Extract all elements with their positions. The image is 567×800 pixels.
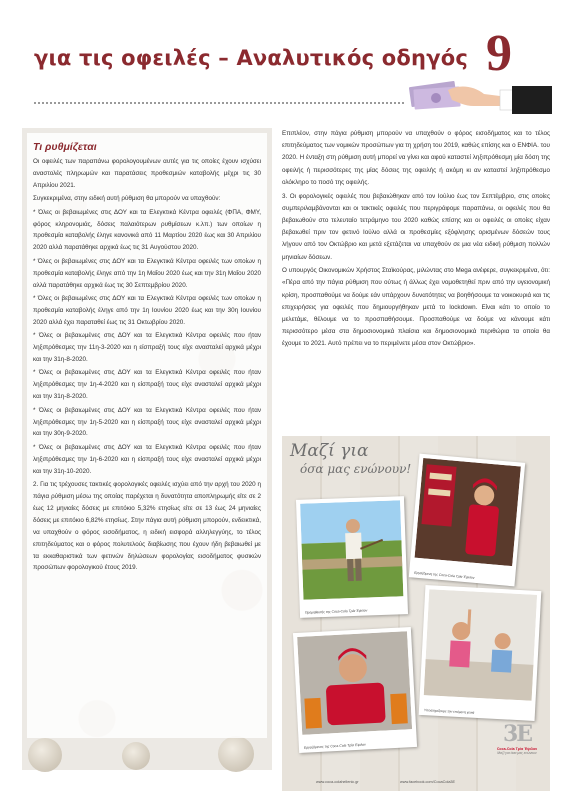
paragraph: * Όλες οι βεβαιωμένες στις ΔΟΥ και τα Ελεγκτικά Κέντρα οφειλές των οποίων η προθεσμία καταβολής έληγε από την 1η Μαΐου 2020 έως και την 31η Μαΐου 2020 αλλά παρατάθηκε αρχικά έως τις 30 Σεπτεμβρίου 2020. [33,257,261,289]
regulation-panel [27,133,267,738]
photo-caption: Εργαζόμενη της Coca-Cola Τρία Έψιλον [414,570,475,580]
photo-caption: Υποστηρίζουμε την επόμενη γενιά [423,707,475,715]
coin-decoration [218,736,254,772]
money-hand-icon [404,76,552,114]
paragraph: * Όλες οι βεβαιωμένες στις ΔΟΥ και τα Ελεγκτικά Κέντρα οφειλές που ήταν ληξιπρόθεσμες την 1η-4-2020 και η είσπραξή τους είχε ανασταλεί αρχικά μέχρι και την 31η-8-2020. [33,369,261,401]
paragraph: Οι οφειλές των παραπάνω φορολογουμένων αυτές για τις οποίες έχουν ισχύσει αναστολές πληρωμών και παρατάσεις προθεσμιών καταβολής μέχρι τις 30 Απριλίου 2021. [33,158,261,189]
coca-cola-3e-logo [492,722,542,768]
photo-employee-man [293,627,417,753]
paragraph: * Όλες οι βεβαιωμένες στις ΔΟΥ και τα Ελεγκτικά Κέντρα οφειλές που ήταν ληξιπρόθεσμες την 1η-5-2020 και η είσπραξή τους είχε ανασταλεί αρχικά μέχρι και την 30η-9-2020. [33,406,261,438]
paragraph: * Όλες οι βεβαιωμένες στις ΔΟΥ και τα Ελεγκτικά Κέντρα οφειλές που ήταν ληξιπρόθεσμες την 1η-6-2020 και η είσπραξή τους είχε ανασταλεί αρχικά μέχρι και την 31η-10-2020. [33,443,261,475]
facebook-link[interactable]: www.facebook.com/CocaCola3E [400,780,456,784]
coin-decoration [28,738,62,772]
paragraph: * Όλες οι βεβαιωμένες στις ΔΟΥ και τα Ελεγκτικά Κέντρα οφειλές (ΦΠΑ, ΦΜΥ, φόρος κληρονομιάς, δόσεις παλαιότερων ρυθμίσεων κ.λπ.) των οποίων η προθεσμία καταβολής έληγε κανονικά από 11 Μαρτίου 2020 έως και 30 Απριλίου 2020 αλλά παρατάθηκε αρχικά έως τις 31 Αυγούστου 2020. [33,208,261,252]
paragraph: Ο υπουργός Οικονομικών Χρήστος Σταϊκούρας, μιλώντας στο Mega ανέφερε, συγκεκριμένα, ότι: «Πέρα από την πάγια ρύθμιση που ούτως ή άλλως έχει νομοθετηθεί πριν από την υγειονομική κρίση, προσπαθούμε να δούμε εάν υπάρχουν δυνατότητες να βοηθήσουμε τα νοικοκυριά και τις επιχειρήσεις για οφειλές που δημιουργήθηκαν μετά το lockdown. Είναι κάτι το οποίο το μελετάμε, θέλουμε να το προσπαθήσουμε. Προσπαθούμε να δούμε να κάνουμε κάτι περισσότερο μέσα στα δημοσιονομικά πλαίσια και δημοσιονομικά περιθώρια τα οποία θα έχουμε το 2021. Αυτό πρέπει να το περιμένετε μέσα στον Οκτώβριο». [282,267,550,348]
coin-decoration [122,742,150,770]
paragraph: Επιπλέον, στην πάγια ρύθμιση μπορούν να υπαχθούν ο φόρος εισοδήματος και το τέλος επιτηδεύματος των νομικών προσώπων για τη χρήση του 2019, καθώς επίσης και ο ΕΝΦΙΑ. του 2020. Η ένταξη στη ρύθμιση αυτή μπορεί να γίνει και αφού καταστεί ληξιπρόθεσμη μία δόση της οφειλής ή περισσότερες της μίας δόσεις της οφειλής ή ακόμη κι αν καταστεί ληξιπρόθεσμο ολόκληρο το ποσό της οφειλής. [282,130,550,186]
page-number: 9 [486,25,512,82]
right-column [282,128,550,428]
section-heading: Τι ρυθμίζεται [33,141,97,153]
photo-students [419,585,542,721]
page-title: για τις οφειλές – Αναλυτικός οδηγός [34,46,468,70]
paragraph: * Όλες οι βεβαιωμένες στις ΔΟΥ και τα Ελεγκτικά Κέντρα οφειλές των οποίων η προθεσμία καταβολής έληγε από την 1η Ιουνίου 2020 έως και την 30η Ιουνίου 2020 αλλά έχει παραταθεί έως τις 31 Οκτωβρίου 2020. [33,294,261,326]
farmer-photo [300,500,403,599]
photo-employee-woman [409,454,525,587]
students-photo [424,589,537,701]
ad-tagline-line2: όσα μας ενώνουν! [300,462,412,476]
paragraph: Συγκεκριμένα, στην ειδική αυτή ρύθμιση θα μπορούν να υπαχθούν: [33,195,221,203]
photo-caption: Προμηθευτής της Coca-Cola Τρία Έψιλον [304,608,368,615]
ad-tagline-line1: Μαζί για [290,441,369,461]
logo-mark: 3E [502,721,532,747]
left-column [22,128,272,770]
page-header [0,0,567,112]
website-link[interactable]: www.coca-colahellenic.gr [316,780,359,784]
logo-slogan: Μαζί για όσα μας ενώνουν [497,751,537,755]
dotted-divider [34,102,404,104]
logo-name: Coca-Cola Τρία Έψιλον [496,747,538,751]
coca-cola-advertisement [282,436,550,791]
paragraph: * Όλες οι βεβαιωμένες στις ΔΟΥ και τα Ελεγκτικά Κέντρα οφειλές που ήταν ληξιπρόθεσμες την 11η-3-2020 και η είσπραξή τους είχε ανασταλεί αρχικά μέχρι και την 31η-8-2020. [33,332,261,363]
employee-woman-photo [415,458,521,566]
photo-farmer [296,496,408,618]
paragraph: 2. Για τις τρέχουσες τακτικές φορολογικές οφειλές ισχύει από την αρχή του 2020 η πάγια ρύθμιση μέσω της οποίας παρέχεται η δυνατότητα αποπληρωμής είτε σε 2 έως 12 μηνιαίες δόσεις με επιτόκιο 5,32% ετησίως είτε σε 13 έως 24 μηνιαίες δόσεις με επιτόκιο 6,82% ετησίως. Στην πάγια αυτή ρύθμιση μπορούν, ενδεικτικά, να υπαχθούν ο φόρος εισοδήματος, η ειδική εισφορά αλληλεγγύης, το τέλος επιτηδεύματος και ο φόρος πολυτελούς διαβίωσης που έχουν ήδη βεβαιωθεί με τα εκκαθαριστικά των φετινών δηλώσεων φορολογίας εισοδήματος φυσικών προσώπων φορολογικού έτους 2019. [33,481,261,572]
ad-tagline [290,442,430,478]
paragraph: 3. Οι φορολογικές οφειλές που βεβαιώθηκαν από τον Ιούλιο έως τον Σεπτέμβριο, στις οποίες συμπεριλαμβάνονται και οι τακτικές οφειλές που περιγράφομε παραπάνω, οι οφειλές που θα βεβαιωθούν στο τελευταίο τετράμηνο του 2020 καθώς επίσης και οι οφειλές οι οποίες είχαν βεβαιωθεί πριν τον φετινό Ιούλιο αλλά οι προθεσμίες εξόφλησης ορισμένων δόσεών τους λήγουν από τον Οκτώβριο και μετά εξετάζεται να υπαχθούν σε μια νέα ειδική ρύθμιση πολλών μηνιαίων δόσεων. [282,192,550,261]
employee-man-photo [297,631,412,735]
ad-footer [282,775,550,791]
photo-caption: Εργαζόμενος της Coca-Cola Τρία Έψιλον [303,742,367,750]
